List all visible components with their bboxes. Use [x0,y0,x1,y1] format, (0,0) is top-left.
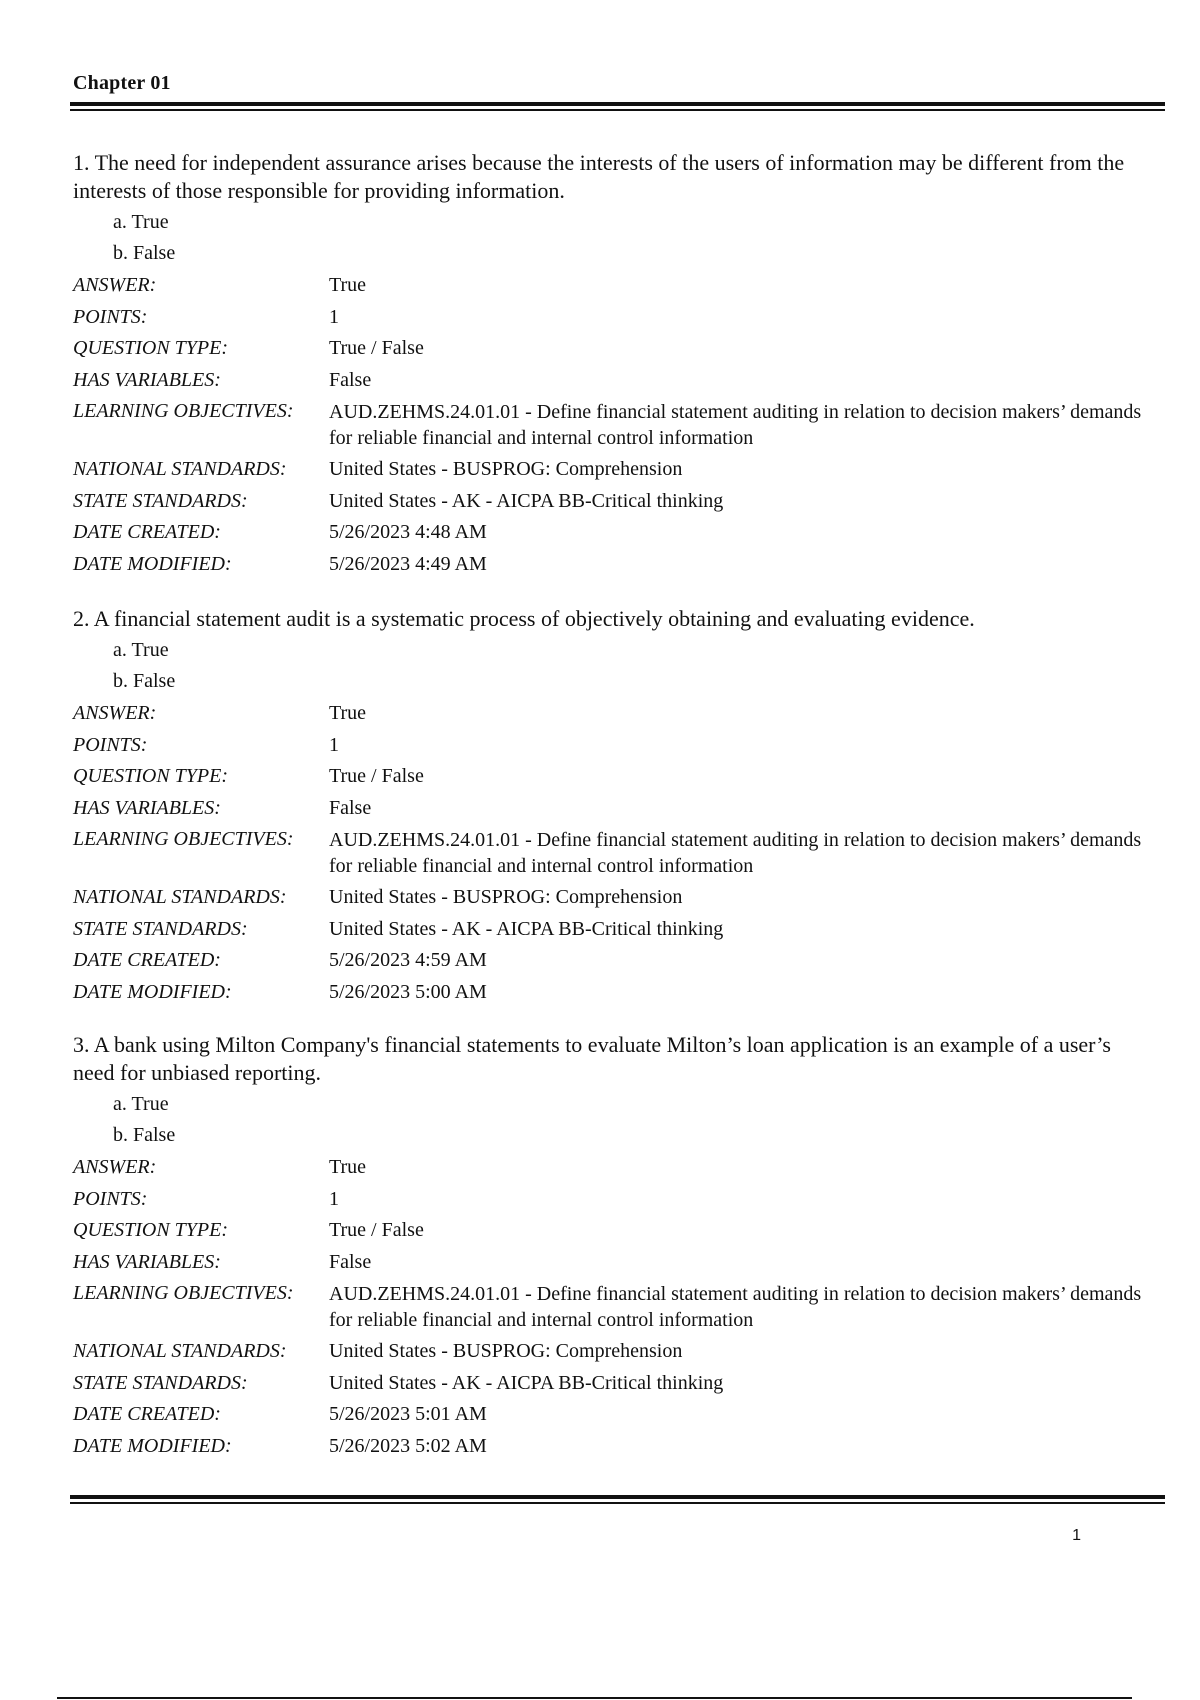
meta-row-state-standards [73,486,1153,518]
meta-row-learning-objectives [73,396,1153,454]
meta-row-points [73,1184,1153,1216]
meta-row-date-created [73,945,1153,977]
state-standards-label: STATE STANDARDS: [73,489,248,512]
meta-row-state-standards [73,1368,1153,1400]
national-standards-value: United States - BUSPROG: Comprehension [329,458,683,480]
meta-row-has-variables [73,793,1153,825]
answer-value: True [329,274,367,296]
state-standards-label: STATE STANDARDS: [73,1371,248,1394]
has-variables-label: HAS VARIABLES: [73,368,221,391]
state-standards-label: STATE STANDARDS: [73,917,248,940]
date-created-value: 5/26/2023 5:01 AM [329,1403,487,1425]
question-3 [73,1031,1153,1462]
meta-row-answer [73,1152,1153,1184]
rule-thick-line [70,102,1165,106]
rule-thick-line [70,1495,1165,1499]
question-type-label: QUESTION TYPE: [73,1219,229,1241]
choice-true: a. True [113,639,169,661]
meta-row-points [73,302,1153,334]
meta-row-question-type [73,1215,1153,1247]
points-label: POINTS: [73,305,148,328]
question-type-label: QUESTION TYPE: [73,765,229,787]
meta-row-question-type [73,761,1153,793]
question-1 [73,149,1153,580]
meta-row-date-modified [73,549,1153,581]
date-modified-value: 5/26/2023 5:00 AM [329,980,487,1003]
choice-true: a. True [113,1093,169,1115]
points-value: 1 [329,1187,339,1210]
answer-value: True [329,702,367,724]
state-standards-value: United States - AK - AICPA BB-Critical thinking [329,1371,724,1394]
choice-false: b. False [113,670,176,692]
question-type-value: True / False [329,1219,424,1241]
question-2 [73,605,1153,1008]
learning-objectives-label: LEARNING OBJECTIVES: [73,1282,294,1304]
meta-row-date-created [73,517,1153,549]
meta-row-date-modified [73,977,1153,1009]
question-stem: 2. A financial statement audit is a systematic process of objectively obtaining and evaluating evidence. [73,606,975,631]
national-standards-label: NATIONAL STANDARDS: [73,1340,287,1362]
national-standards-label: NATIONAL STANDARDS: [73,886,287,908]
meta-row-has-variables [73,1247,1153,1279]
meta-row-learning-objectives [73,1278,1153,1336]
answer-value: True [329,1156,367,1178]
learning-objectives-value: AUD.ZEHMS.24.01.01 - Define financial statement auditing in relation to decision makers’ demands for reliable financial and internal control information [329,1283,1142,1331]
page-bottom-divider [57,1697,1132,1699]
state-standards-value: United States - AK - AICPA BB-Critical thinking [329,917,724,940]
rule-thin-line [70,109,1165,111]
has-variables-label: HAS VARIABLES: [73,796,221,819]
date-created-value: 5/26/2023 4:48 AM [329,521,487,543]
chapter-title: Chapter 01 [73,72,171,94]
rule-thin-line [70,1502,1165,1504]
choice-list [113,1089,1153,1151]
points-label: POINTS: [73,1187,148,1210]
points-label: POINTS: [73,733,148,756]
meta-row-answer [73,698,1153,730]
meta-row-national-standards [73,882,1153,914]
learning-objectives-value: AUD.ZEHMS.24.01.01 - Define financial statement auditing in relation to decision makers’ demands for reliable financial and internal control information [329,829,1142,877]
answer-label: ANSWER: [73,702,157,724]
meta-row-points [73,730,1153,762]
question-type-value: True / False [329,765,424,787]
national-standards-value: United States - BUSPROG: Comprehension [329,1340,683,1362]
date-modified-label: DATE MODIFIED: [73,980,232,1003]
question-metadata [73,1152,1153,1462]
points-value: 1 [329,305,339,328]
meta-row-national-standards [73,1336,1153,1368]
question-stem: 3. A bank using Milton Company's financial statements to evaluate Milton’s loan application is an example of a user’s need for unbiased reporting. [73,1032,1111,1085]
date-modified-label: DATE MODIFIED: [73,1434,232,1457]
answer-label: ANSWER: [73,274,157,296]
question-type-label: QUESTION TYPE: [73,337,229,359]
points-value: 1 [329,733,339,756]
date-modified-value: 5/26/2023 5:02 AM [329,1434,487,1457]
national-standards-value: United States - BUSPROG: Comprehension [329,886,683,908]
state-standards-value: United States - AK - AICPA BB-Critical thinking [329,489,724,512]
date-modified-value: 5/26/2023 4:49 AM [329,552,487,575]
header-double-rule [70,102,1165,112]
question-type-value: True / False [329,337,424,359]
date-created-label: DATE CREATED: [73,1403,221,1425]
has-variables-value: False [329,1250,372,1273]
question-stem: 1. The need for independent assurance arises because the interests of the users of information may be different from the interests of those responsible for providing information. [73,150,1125,203]
choice-list [113,635,1153,697]
has-variables-value: False [329,796,372,819]
meta-row-answer [73,270,1153,302]
date-created-value: 5/26/2023 4:59 AM [329,949,487,971]
learning-objectives-value: AUD.ZEHMS.24.01.01 - Define financial statement auditing in relation to decision makers’ demands for reliable financial and internal control information [329,401,1142,449]
meta-row-has-variables [73,365,1153,397]
learning-objectives-label: LEARNING OBJECTIVES: [73,400,294,422]
question-metadata [73,270,1153,580]
meta-row-date-modified [73,1431,1153,1463]
date-modified-label: DATE MODIFIED: [73,552,232,575]
meta-row-date-created [73,1399,1153,1431]
date-created-label: DATE CREATED: [73,949,221,971]
has-variables-label: HAS VARIABLES: [73,1250,221,1273]
learning-objectives-label: LEARNING OBJECTIVES: [73,828,294,850]
question-metadata [73,698,1153,1008]
footer-double-rule [70,1495,1165,1505]
national-standards-label: NATIONAL STANDARDS: [73,458,287,480]
meta-row-question-type [73,333,1153,365]
choice-false: b. False [113,1124,176,1146]
date-created-label: DATE CREATED: [73,521,221,543]
answer-label: ANSWER: [73,1156,157,1178]
choice-true: a. True [113,211,169,233]
page-number: 1 [1072,1527,1081,1544]
choice-false: b. False [113,242,176,264]
has-variables-value: False [329,368,372,391]
meta-row-learning-objectives [73,824,1153,882]
meta-row-state-standards [73,914,1153,946]
meta-row-national-standards [73,454,1153,486]
choice-list [113,207,1153,269]
